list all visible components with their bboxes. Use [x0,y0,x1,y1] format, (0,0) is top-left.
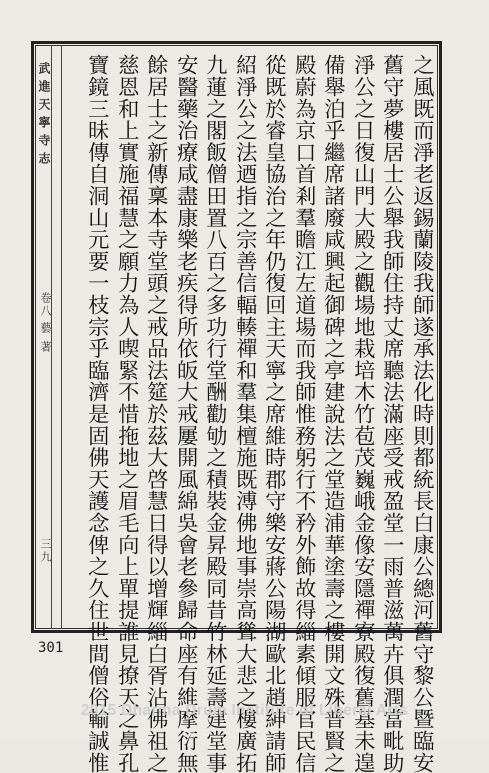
margin-rule-right [61,45,62,629]
margin-book-title: 武進天寧寺志 [37,62,51,170]
text-column: 從既於睿皇協治之年仍復回主天寧之席維時郡守樂安蔣公陽湖歐北趙紳請師 [261,54,287,773]
text-column: 備舉泊乎繼席諸廢咸興起御碑之亭建說法之堂造浦華塗壽之樓開文殊普賢之 [320,54,346,773]
text-column: 紹淨公之法迺指之宗善信輻輳禪和羣集檀施既溥佛地事崇高聳大悲之樓廣拓 [232,54,258,773]
margin-folio: 三九 [39,538,52,564]
text-column: 舊守夢樓居士公舉我師住持丈席聽法滿座受戒盈堂一雨普滋萬卉俱潤當毗助 [379,54,405,773]
margin-section: 藝著 [39,322,52,360]
watermark: 2015 Dharma Drum Institute of Liberal Arts [80,702,409,719]
text-column: 九蓮之閣飯僧田置八百之多功行堂酬勸劬之積裝金昇殿同昔竹林延壽建堂事 [202,54,228,773]
text-column: 餘居士之新傳稟本寺堂頭之戒品法筵於茲大啓慧日得以增輝緇白胥沾佛祖之 [143,54,169,773]
text-column: 殿蔚為京口首剎羣瞻江左道場而我師惟務躬行不矜外飾故得緇素傾服官民信 [291,54,317,773]
text-column: 之風既而淨老返錫蘭陵我師遂承法化時則都統長白康公總河舊守黎公暨臨安 [409,54,435,773]
text-column: 安醫藥治療咸盡康樂老疾得所依皈大戒屢開風綿吳會老參歸命座有維摩衍無 [173,54,199,773]
text-column: 寶鏡三昧傳自洞山元要一枝宗乎臨濟是固佛天護念俾之久住世間僧俗輸誠惟 [84,54,110,773]
margin-volume: 卷八 [39,292,52,318]
text-column: 淨公之日復山門大殿之觀場地栽培木竹苞茂巍峨金像安隱禪寮殿復舊基未遑 [350,54,376,773]
page-number: 301 [38,640,64,656]
text-column: 慈恩和上實施福慧之願力為人喫緊不惜拖地之眉毛向上單提誰見撩天之鼻孔 [114,54,140,773]
